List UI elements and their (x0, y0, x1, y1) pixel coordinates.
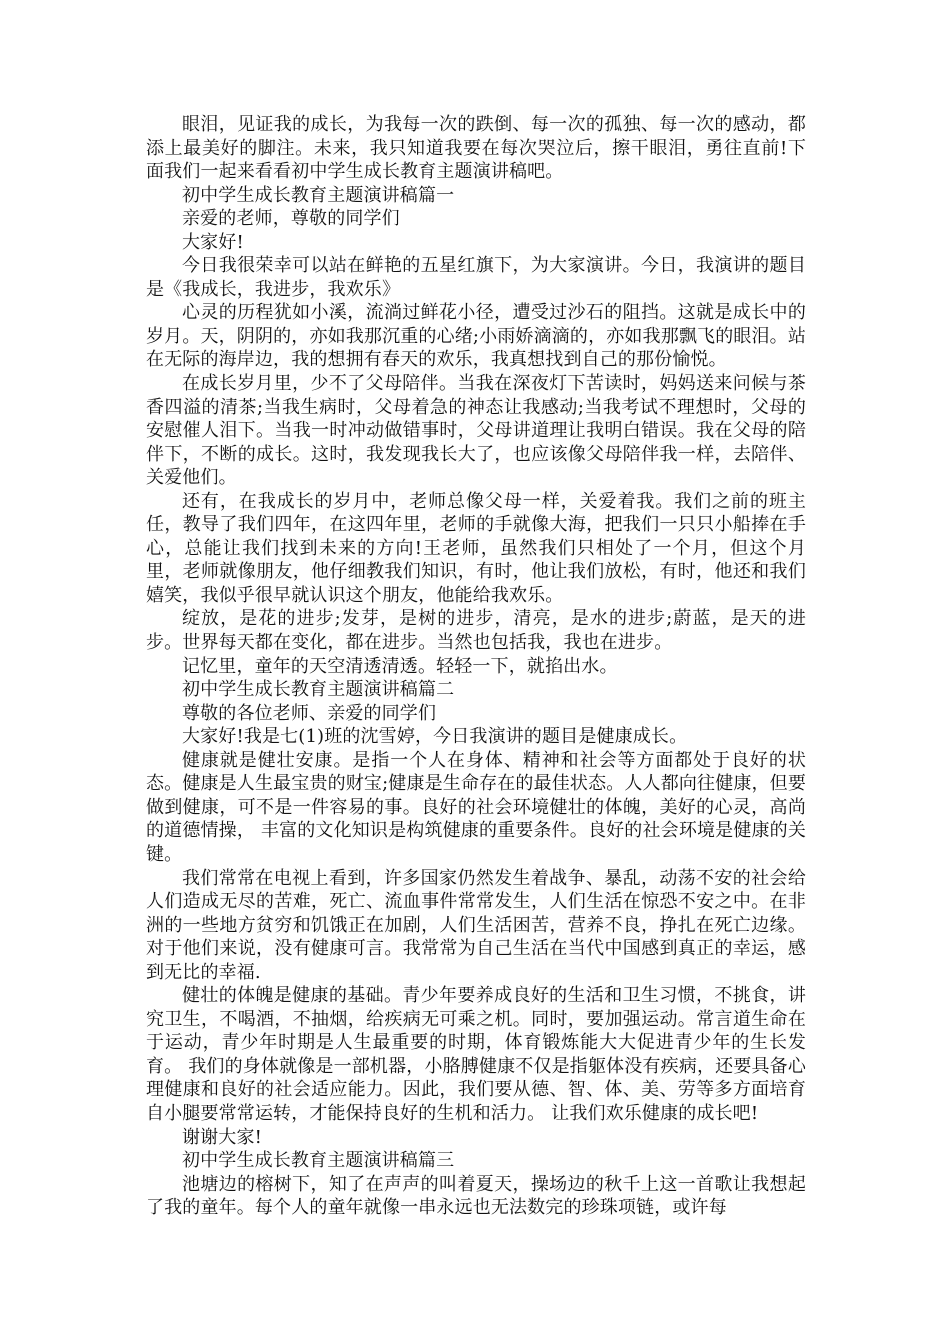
body-paragraph: 我们常常在电视上看到，许多国家仍然发生着战争、暴乱，动荡不安的社会给人们造成无尽的苦难，死亡、流血事件常常发生，人们生活在惊恐不安之中。在非洲的一些地方贫穷和饥饿正在加剧，人们生活困苦，营养不良，挣扎在死亡边缘。对于他们来说，没有健康可言。我常常为自己生活在当代中国感到真正的幸运，感到无比的幸福. (146, 867, 806, 983)
closing: 谢谢大家! (182, 1126, 262, 1148)
body-paragraph: 今日我很荣幸可以站在鲜艳的五星红旗下，为大家演讲。今日，我演讲的题目是《我成长，我进步，我欢乐》 (146, 255, 806, 300)
body-paragraph: 记忆里，童年的天空清透清透。轻轻一下，就掐出水。 (182, 655, 618, 677)
greeting: 大家好!我是七(1)班的沈雪婷，今日我演讲的题目是健康成长。 (182, 726, 688, 748)
document-body (146, 113, 806, 1220)
body-paragraph: 在成长岁月里，少不了父母陪伴。当我在深夜灯下苦读时，妈妈送来问候与茶香四溢的清茶;当我生病时，父母着急的神态让我感动;当我考试不理想时，父母的安慰催人泪下。当我一时冲动做错事时，父母讲道理让我明白错误。我在父母的陪伴下，不断的成长。这时，我发现我长大了，也应该像父母陪伴我一样，去陪伴、关爱他们。 (146, 373, 806, 489)
salutation: 亲爱的老师，尊敬的同学们 (182, 208, 400, 230)
section-heading-2: 初中学生成长教育主题演讲稿篇二 (182, 679, 455, 701)
body-paragraph: 心灵的历程犹如小溪，流淌过鲜花小径，遭受过沙石的阻挡。这就是成长中的岁月。天，阴阴的，亦如我那沉重的心绪;小雨娇滴滴的，亦如我那飘飞的眼泪。站在无际的海岸边，我的想拥有春天的欢乐，我真想找到自己的那份愉悦。 (146, 302, 806, 371)
body-paragraph: 还有，在我成长的岁月中，老师总像父母一样，关爱着我。我们之前的班主任，教导了我们四年，在这四年里，老师的手就像大海，把我们一只只小船捧在手心，总能让我们找到未来的方向!王老师，虽然我们只相处了一个月，但这个月里，老师就像朋友，他仔细教我们知识，有时，他让我们放松，有时，他还和我们嬉笑，我似乎很早就认识这个朋友，他能给我欢乐。 (146, 490, 806, 606)
body-paragraph: 健康就是健壮安康。是指一个人在身体、精神和社会等方面都处于良好的状态。健康是人生最宝贵的财宝;健康是生命存在的最佳状态。人人都向往健康，但要做到健康，可不是一件容易的事。良好的社会环境健壮的体魄，美好的心灵，高尚的道德情操， 丰富的文化知识是构筑健康的重要条件。良好的社会环境是健康的关键。 (146, 749, 806, 865)
section-heading-1: 初中学生成长教育主题演讲稿篇一 (182, 184, 455, 206)
salutation: 尊敬的各位老师、亲爱的同学们 (182, 702, 437, 724)
body-paragraph: 绽放，是花的进步;发芽，是树的进步，清亮，是水的进步;蔚蓝，是天的进步。世界每天都在变化，都在进步。当然也包括我，我也在进步。 (146, 608, 806, 654)
intro-paragraph: 眼泪，见证我的成长，为我每一次的跌倒、每一次的孤独、每一次的感动，都添上最美好的脚注。未来，我只知道我要在每次哭泣后，擦干眼泪，勇往直前!下面我们一起来看看初中学生成长教育主题演讲稿吧。 (146, 114, 806, 183)
greeting: 大家好! (182, 231, 244, 253)
body-paragraph: 池塘边的榕树下，知了在声声的叫着夏天，操场边的秋千上这一首歌让我想起了我的童年。每个人的童年就像一串永远也无法数完的珍珠项链，或许每 (146, 1173, 806, 1219)
section-heading-3: 初中学生成长教育主题演讲稿篇三 (182, 1150, 455, 1172)
body-paragraph: 健壮的体魄是健康的基础。青少年要养成良好的生活和卫生习惯，不挑食，讲究卫生，不喝酒，不抽烟，给疾病无可乘之机。同时，要加强运动。常言道生命在于运动，青少年时期是人生最重要的时期，体育锻炼能大大促进青少年的生长发育。 我们的身体就像是一部机器，小胳膊健康不仅是指躯体没有疾病，还要具备心理健康和良好的社会适应能力。因此，我们要从德、智、体、美、劳等多方面培育自小腿要常常运转，才能保持良好的生机和活力。 让我们欢乐健康的成长吧! (146, 985, 806, 1124)
